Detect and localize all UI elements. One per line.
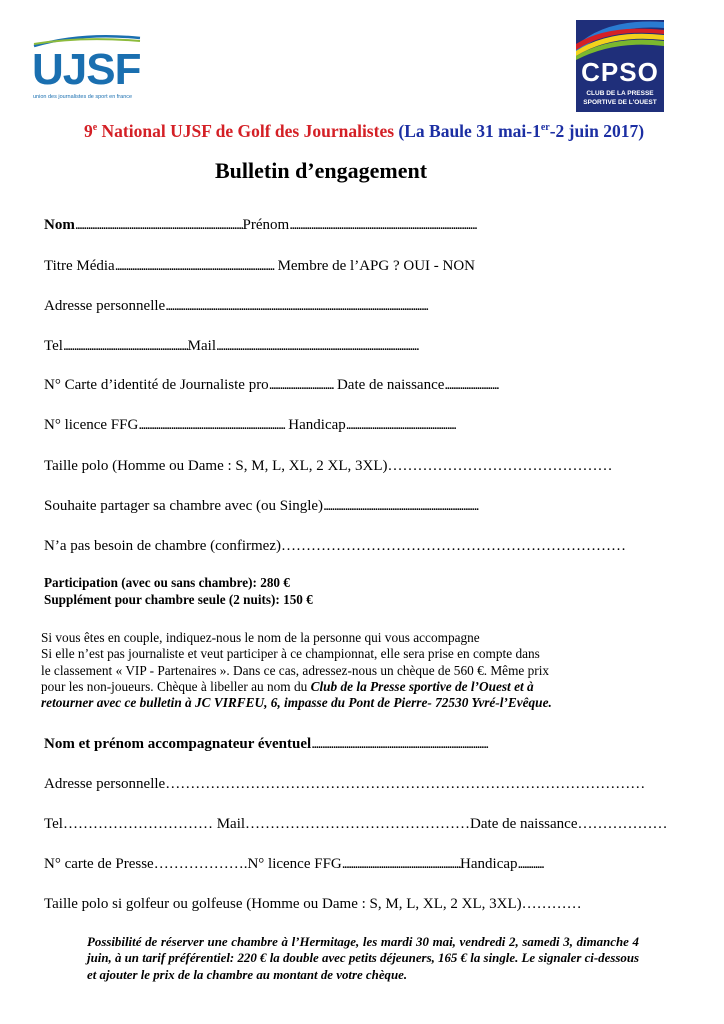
price-supplement: Supplément pour chambre seule (2 nuits): 150 € bbox=[44, 592, 313, 607]
field-pas-besoin-chambre[interactable]: …………………………………………………………… bbox=[280, 538, 626, 554]
info-line-3: le classement « VIP - Partenaires ». Dans ce cas, adressez-nous un chèque de 560 €. Même prix bbox=[41, 662, 550, 678]
label-handicap: Handicap bbox=[284, 417, 346, 433]
row-taille-polo bbox=[44, 457, 644, 475]
field-handicap[interactable]: ................................................... bbox=[345, 417, 456, 433]
label-accomp-naissance: Date de naissance bbox=[470, 816, 578, 832]
row-adresse bbox=[44, 297, 644, 315]
label-adresse: Adresse personnelle bbox=[44, 298, 166, 314]
row-titre-media bbox=[44, 257, 644, 275]
field-taille-polo[interactable]: ……………………………………… bbox=[387, 458, 613, 474]
cpso-wordmark: CPSO bbox=[581, 57, 659, 87]
label-accomp-presse: N° carte de Presse bbox=[44, 856, 154, 872]
field-partage-chambre[interactable]: ........................................................................ bbox=[323, 498, 478, 514]
label-membre-apg[interactable]: Membre de l’APG ? OUI - NON bbox=[273, 258, 476, 274]
row-tel-mail bbox=[44, 337, 644, 355]
label-accomp-mail: Mail bbox=[212, 816, 246, 832]
row-licence-handicap bbox=[44, 416, 644, 434]
field-accompagnateur[interactable]: .................................................................................. bbox=[311, 736, 488, 752]
row-accomp-presse bbox=[44, 855, 644, 873]
field-date-naissance[interactable]: ......................... bbox=[444, 377, 499, 393]
field-titre-media[interactable]: .......................................................................... bbox=[114, 258, 274, 274]
label-pas-besoin-chambre: N’a pas besoin de chambre (confirmez) bbox=[44, 538, 281, 554]
row-nom-prenom bbox=[44, 216, 644, 234]
label-accomp-polo: Taille polo si golfeur ou golfeuse (Homme ou Dame : S, M, L, XL, 2 XL, 3XL) bbox=[44, 896, 522, 912]
cpso-subtitle-2: SPORTIVE DE L'OUEST bbox=[583, 99, 657, 106]
label-accomp-handicap: Handicap bbox=[460, 856, 518, 872]
row-accomp-polo bbox=[44, 895, 644, 913]
field-accomp-licence[interactable]: ....................................................... bbox=[341, 856, 461, 872]
info-paragraph bbox=[41, 630, 681, 711]
info-line-5: retourner avec ce bulletin à JC VIRFEU, 6, impasse du Pont de Pierre- 72530 Yvré-l’Evêque. bbox=[41, 695, 552, 711]
label-accomp-tel: Tel bbox=[44, 816, 63, 832]
label-titre-media: Titre Média bbox=[44, 258, 115, 274]
event-headline bbox=[44, 121, 684, 142]
field-accomp-mail[interactable]: ……………………………………… bbox=[245, 816, 471, 832]
ujsf-tagline: union des journalistes de sport en france bbox=[33, 94, 133, 100]
label-accomp-adresse: Adresse personnelle bbox=[44, 776, 166, 792]
headline-event-name: 9e National UJSF de Golf des Journalistes bbox=[83, 121, 399, 141]
label-taille-polo: Taille polo (Homme ou Dame : S, M, L, XL, 2 XL, 3XL) bbox=[44, 458, 388, 474]
info-line-1: Si vous êtes en couple, indiquez-nous le nom de la personne qui vous accompagne bbox=[41, 630, 480, 645]
label-accompagnateur: Nom et prénom accompagnateur éventuel bbox=[44, 736, 312, 752]
field-accomp-polo[interactable]: ………… bbox=[521, 896, 582, 912]
label-tel: Tel bbox=[44, 338, 63, 354]
cpso-logo bbox=[576, 20, 664, 112]
label-carte-journaliste: N° Carte d’identité de Journaliste pro bbox=[44, 377, 269, 393]
headline-event-dates: (La Baule 31 mai-1er-2 juin 2017) bbox=[398, 121, 645, 141]
field-mail[interactable]: .............................................................................................. bbox=[216, 338, 419, 354]
ujsf-wordmark: UJSF bbox=[32, 45, 141, 94]
field-accomp-adresse[interactable]: …………………………………………………………………………………… bbox=[165, 776, 646, 792]
label-partage-chambre: Souhaite partager sa chambre avec (ou Single) bbox=[44, 498, 324, 514]
field-carte-journaliste[interactable]: .............................. bbox=[268, 377, 334, 393]
field-accomp-tel[interactable]: ………………………… bbox=[62, 816, 213, 832]
label-mail: Mail bbox=[187, 338, 216, 354]
field-accomp-naissance[interactable]: ……………… bbox=[577, 816, 668, 832]
label-prenom: Prénom bbox=[242, 217, 290, 233]
row-accompagnateur bbox=[44, 735, 644, 753]
page-title: Bulletin d’engagement bbox=[215, 158, 428, 183]
field-tel[interactable]: .......................................................... bbox=[62, 338, 188, 354]
label-licence-ffg: N° licence FFG bbox=[44, 417, 139, 433]
field-nom[interactable]: .............................................................................. bbox=[74, 217, 243, 233]
row-accomp-adresse bbox=[44, 775, 644, 793]
price-participation: Participation (avec ou sans chambre): 280 € bbox=[44, 575, 290, 590]
row-pas-besoin-chambre bbox=[44, 537, 644, 555]
cpso-stripes-icon bbox=[576, 20, 664, 60]
hermitage-note: Possibilité de réserver une chambre à l’Hermitage, les mardi 30 mai, vendredi 2, samedi 3, dimanche 4 juin, à un tarif préférentiel: 220 € la double avec petits déjeuners, 165 € la single. Le signaler ci-dessous et ajouter le prix de la chambre au montant de votre chèque. bbox=[87, 935, 639, 982]
ujsf-logo bbox=[32, 34, 142, 106]
row-carte-naissance bbox=[44, 376, 644, 394]
field-accomp-handicap[interactable]: ............ bbox=[517, 856, 544, 872]
label-accomp-licence: N° licence FFG bbox=[247, 856, 342, 872]
row-partage-chambre bbox=[44, 497, 644, 515]
info-line-2: Si elle n’est pas journaliste et veut participer à ce championnat, elle sera prise en compte dans bbox=[41, 646, 540, 662]
cpso-subtitle-1: CLUB DE LA PRESSE bbox=[586, 90, 654, 97]
row-accomp-tel-mail bbox=[44, 815, 668, 833]
field-prenom[interactable]: ....................................................................................... bbox=[289, 217, 477, 233]
field-accomp-presse[interactable]: ………………. bbox=[153, 856, 248, 872]
info-line-4: pour les non-joueurs. Chèque à libeller au nom du Club de la Presse sportive de l’Ouest et à bbox=[41, 678, 534, 694]
label-date-naissance: Date de naissance bbox=[333, 377, 445, 393]
field-adresse[interactable]: .......................................................................................................................... bbox=[165, 298, 428, 314]
label-nom: Nom bbox=[44, 217, 75, 233]
field-licence-ffg[interactable]: .................................................................... bbox=[138, 417, 285, 433]
